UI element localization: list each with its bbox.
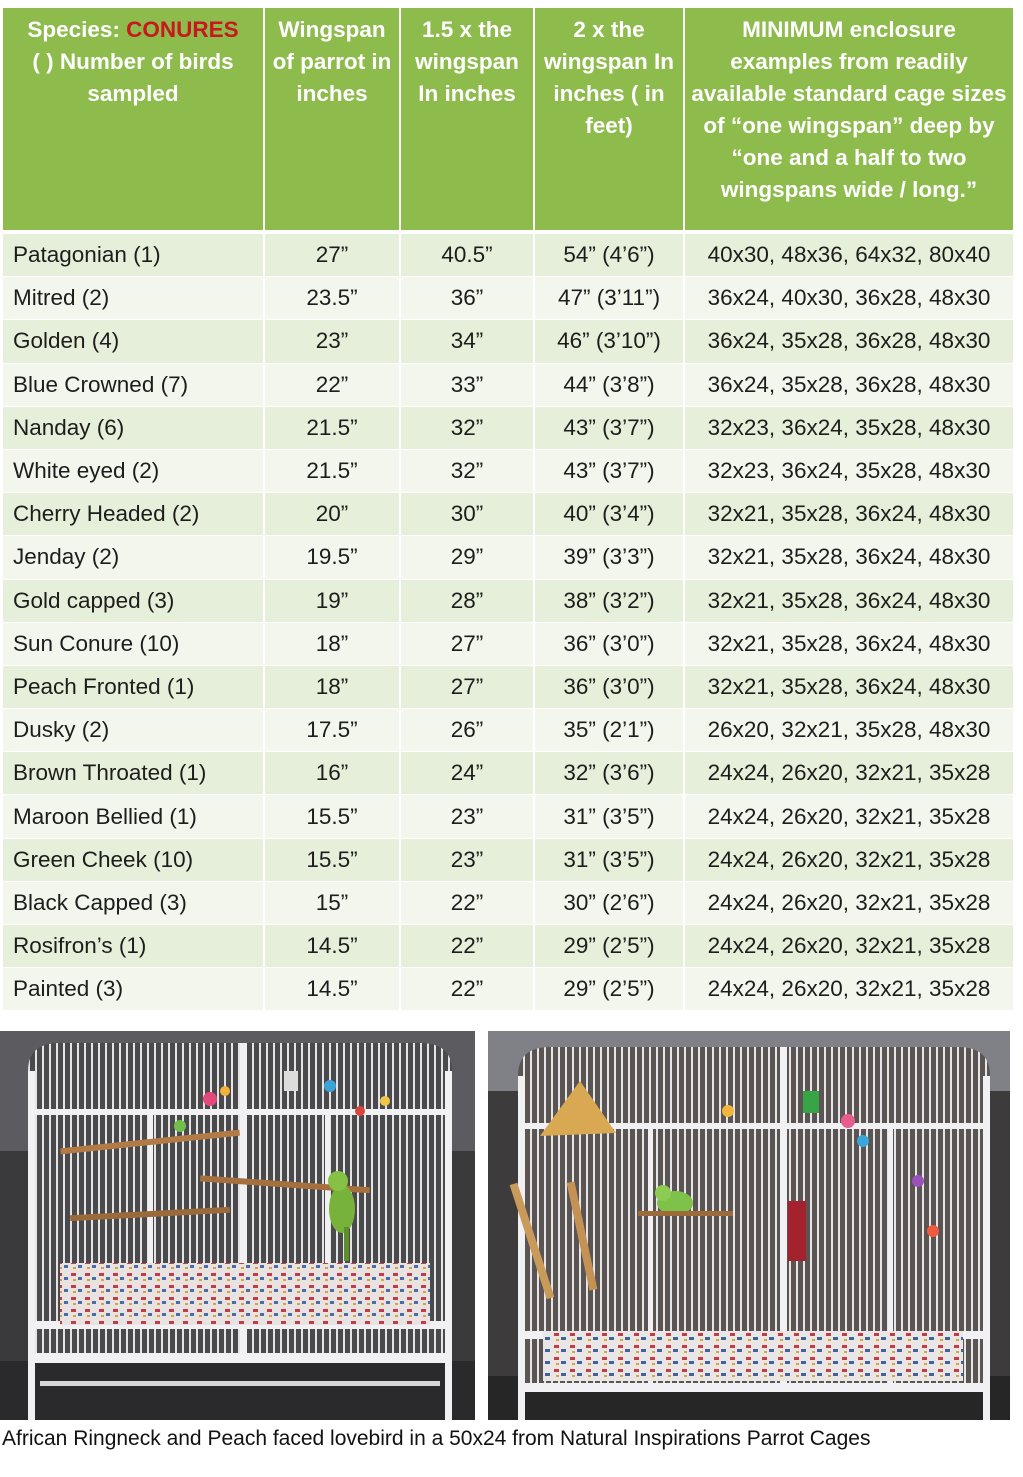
wingspan-cell: 20” xyxy=(265,493,401,536)
cage-photo-right-image xyxy=(488,1031,1010,1420)
two-x-wingspan-cell: 40” (3’4”) xyxy=(535,493,685,536)
wingspan-cell: 19.5” xyxy=(265,536,401,579)
one-half-wingspan-cell: 27” xyxy=(401,623,535,666)
wingspan-cell: 14.5” xyxy=(265,968,401,1011)
species-cell: Black Capped (3) xyxy=(3,882,265,925)
species-cell: Sun Conure (10) xyxy=(3,623,265,666)
one-half-wingspan-cell: 26” xyxy=(401,709,535,752)
two-x-wingspan-cell: 31” (3’5”) xyxy=(535,795,685,838)
header-one-half-wingspan: 1.5 x the wingspan In inches xyxy=(401,8,535,234)
header-two-x-wingspan: 2 x the wingspan In inches ( in feet) xyxy=(535,8,685,234)
two-x-wingspan-cell: 44” (3’8”) xyxy=(535,364,685,407)
table-row xyxy=(3,536,1013,579)
one-half-wingspan-cell: 33” xyxy=(401,364,535,407)
wingspan-cell: 21.5” xyxy=(265,407,401,450)
wingspan-cell: 18” xyxy=(265,623,401,666)
one-half-wingspan-cell: 32” xyxy=(401,407,535,450)
table-row xyxy=(3,925,1013,968)
species-cell: Green Cheek (10) xyxy=(3,839,265,882)
header-species-rest: ( ) Number of birds sampled xyxy=(32,49,234,106)
minimum-enclosure-cell: 32x21, 35x28, 36x24, 48x30 xyxy=(685,493,1013,536)
minimum-enclosure-cell: 24x24, 26x20, 32x21, 35x28 xyxy=(685,752,1013,795)
one-half-wingspan-cell: 22” xyxy=(401,968,535,1011)
minimum-enclosure-cell: 36x24, 40x30, 36x28, 48x30 xyxy=(685,277,1013,320)
enclosure-size-table xyxy=(3,8,1013,1011)
table-row xyxy=(3,623,1013,666)
two-x-wingspan-cell: 30” (2’6”) xyxy=(535,882,685,925)
one-half-wingspan-cell: 28” xyxy=(401,580,535,623)
table-row xyxy=(3,320,1013,363)
table-row xyxy=(3,450,1013,493)
two-x-wingspan-cell: 31” (3’5”) xyxy=(535,839,685,882)
species-cell: Gold capped (3) xyxy=(3,580,265,623)
minimum-enclosure-cell: 32x21, 35x28, 36x24, 48x30 xyxy=(685,623,1013,666)
wingspan-cell: 23” xyxy=(265,320,401,363)
table-row xyxy=(3,234,1013,277)
species-cell: Nanday (6) xyxy=(3,407,265,450)
species-cell: Brown Throated (1) xyxy=(3,752,265,795)
minimum-enclosure-cell: 40x30, 48x36, 64x32, 80x40 xyxy=(685,234,1013,277)
minimum-enclosure-cell: 32x21, 35x28, 36x24, 48x30 xyxy=(685,580,1013,623)
one-half-wingspan-cell: 40.5” xyxy=(401,234,535,277)
species-cell: Painted (3) xyxy=(3,968,265,1011)
species-cell: Peach Fronted (1) xyxy=(3,666,265,709)
cage-photo-left-image xyxy=(0,1031,475,1420)
species-cell: Jenday (2) xyxy=(3,536,265,579)
two-x-wingspan-cell: 43” (3’7”) xyxy=(535,450,685,493)
table-row xyxy=(3,407,1013,450)
wingspan-cell: 18” xyxy=(265,666,401,709)
wingspan-cell: 23.5” xyxy=(265,277,401,320)
two-x-wingspan-cell: 47” (3’11”) xyxy=(535,277,685,320)
one-half-wingspan-cell: 34” xyxy=(401,320,535,363)
species-cell: Blue Crowned (7) xyxy=(3,364,265,407)
table-row xyxy=(3,839,1013,882)
table-row xyxy=(3,709,1013,752)
minimum-enclosure-cell: 36x24, 35x28, 36x28, 48x30 xyxy=(685,364,1013,407)
minimum-enclosure-cell: 32x23, 36x24, 35x28, 48x30 xyxy=(685,407,1013,450)
wingspan-cell: 16” xyxy=(265,752,401,795)
two-x-wingspan-cell: 36” (3’0”) xyxy=(535,666,685,709)
minimum-enclosure-cell: 24x24, 26x20, 32x21, 35x28 xyxy=(685,882,1013,925)
header-wingspan: Wingspan of parrot in inches xyxy=(265,8,401,234)
two-x-wingspan-cell: 39” (3’3”) xyxy=(535,536,685,579)
one-half-wingspan-cell: 30” xyxy=(401,493,535,536)
header-species-prefix: Species: xyxy=(27,17,120,42)
wingspan-cell: 19” xyxy=(265,580,401,623)
species-cell: White eyed (2) xyxy=(3,450,265,493)
two-x-wingspan-cell: 29” (2’5”) xyxy=(535,925,685,968)
wingspan-cell: 17.5” xyxy=(265,709,401,752)
minimum-enclosure-cell: 26x20, 32x21, 35x28, 48x30 xyxy=(685,709,1013,752)
minimum-enclosure-cell: 24x24, 26x20, 32x21, 35x28 xyxy=(685,795,1013,838)
two-x-wingspan-cell: 29” (2’5”) xyxy=(535,968,685,1011)
minimum-enclosure-cell: 24x24, 26x20, 32x21, 35x28 xyxy=(685,925,1013,968)
two-x-wingspan-cell: 36” (3’0”) xyxy=(535,623,685,666)
minimum-enclosure-cell: 32x21, 35x28, 36x24, 48x30 xyxy=(685,536,1013,579)
header-row xyxy=(3,8,1013,234)
species-cell: Rosifron’s (1) xyxy=(3,925,265,968)
minimum-enclosure-cell: 24x24, 26x20, 32x21, 35x28 xyxy=(685,968,1013,1011)
table-body xyxy=(3,234,1013,1011)
cage-photo-right xyxy=(488,1031,1010,1420)
two-x-wingspan-cell: 38” (3’2”) xyxy=(535,580,685,623)
wingspan-cell: 15.5” xyxy=(265,795,401,838)
wingspan-cell: 21.5” xyxy=(265,450,401,493)
table-row xyxy=(3,666,1013,709)
one-half-wingspan-cell: 27” xyxy=(401,666,535,709)
table-row xyxy=(3,277,1013,320)
one-half-wingspan-cell: 24” xyxy=(401,752,535,795)
photo-caption: African Ringneck and Peach faced lovebird in a 50x24 from Natural Inspirations Parrot Cages xyxy=(2,1427,871,1450)
two-x-wingspan-cell: 35” (2’1”) xyxy=(535,709,685,752)
header-species-key: CONURES xyxy=(126,17,239,42)
species-cell: Patagonian (1) xyxy=(3,234,265,277)
species-cell: Golden (4) xyxy=(3,320,265,363)
one-half-wingspan-cell: 22” xyxy=(401,882,535,925)
wingspan-cell: 22” xyxy=(265,364,401,407)
one-half-wingspan-cell: 23” xyxy=(401,795,535,838)
table-row xyxy=(3,968,1013,1011)
wingspan-cell: 15.5” xyxy=(265,839,401,882)
table-row xyxy=(3,580,1013,623)
species-cell: Cherry Headed (2) xyxy=(3,493,265,536)
table-row xyxy=(3,752,1013,795)
species-cell: Maroon Bellied (1) xyxy=(3,795,265,838)
header-minimum-enclosure: MINIMUM enclosure examples from readily available standard cage sizes of “one wingspan” deep by “one and a half to two wingspans wide / long.” xyxy=(685,8,1013,234)
header-species xyxy=(3,8,265,234)
one-half-wingspan-cell: 36” xyxy=(401,277,535,320)
table-row xyxy=(3,493,1013,536)
table-row xyxy=(3,364,1013,407)
wingspan-cell: 15” xyxy=(265,882,401,925)
two-x-wingspan-cell: 43” (3’7”) xyxy=(535,407,685,450)
table-row xyxy=(3,795,1013,838)
one-half-wingspan-cell: 22” xyxy=(401,925,535,968)
wingspan-cell: 14.5” xyxy=(265,925,401,968)
wingspan-cell: 27” xyxy=(265,234,401,277)
two-x-wingspan-cell: 54” (4’6”) xyxy=(535,234,685,277)
minimum-enclosure-cell: 32x23, 36x24, 35x28, 48x30 xyxy=(685,450,1013,493)
cage-photo-left xyxy=(0,1031,475,1420)
minimum-enclosure-cell: 24x24, 26x20, 32x21, 35x28 xyxy=(685,839,1013,882)
one-half-wingspan-cell: 32” xyxy=(401,450,535,493)
one-half-wingspan-cell: 29” xyxy=(401,536,535,579)
one-half-wingspan-cell: 23” xyxy=(401,839,535,882)
minimum-enclosure-cell: 32x21, 35x28, 36x24, 48x30 xyxy=(685,666,1013,709)
table-row xyxy=(3,882,1013,925)
minimum-enclosure-cell: 36x24, 35x28, 36x28, 48x30 xyxy=(685,320,1013,363)
species-cell: Dusky (2) xyxy=(3,709,265,752)
two-x-wingspan-cell: 46” (3’10”) xyxy=(535,320,685,363)
two-x-wingspan-cell: 32” (3’6”) xyxy=(535,752,685,795)
species-cell: Mitred (2) xyxy=(3,277,265,320)
conure-wingspan-table xyxy=(3,8,1013,1011)
